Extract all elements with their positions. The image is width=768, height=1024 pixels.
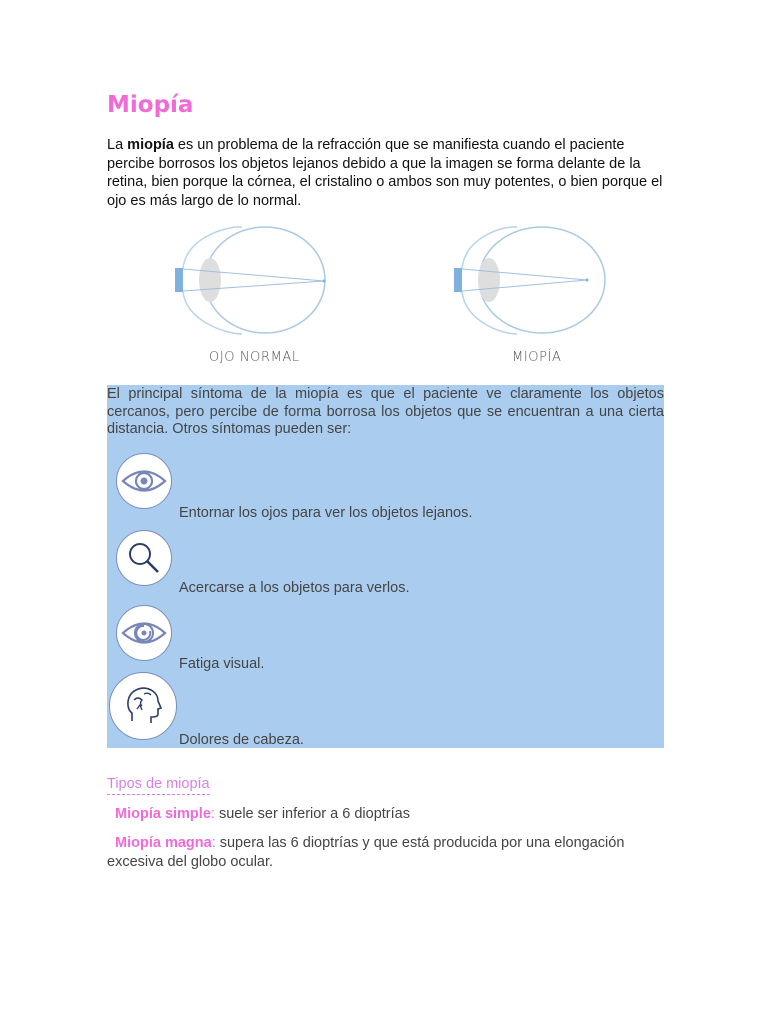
eye-icon: [116, 453, 172, 509]
magnifier-icon: [116, 530, 172, 586]
intro-text-start: La: [107, 137, 128, 153]
type-desc-magna: supera las 6 dioptrías y que está producida por una elongación excesiva del globo ocular.: [107, 835, 625, 870]
type-term-magna: Miopía magna: [115, 835, 212, 851]
symptom-text-headache: Dolores de cabeza.: [179, 732, 304, 748]
normal-eye-label: OJO NORMAL: [209, 350, 300, 365]
myopia-eye-label: MIOPÍA: [512, 350, 562, 365]
intro-text-rest: es un problema de la refracción que se manifiesta cuando el paciente percibe borrosos los objetos lejanos debido a que la imagen se forma delante de la retina, bien porque la córnea, el cristalino o ambos son muy potentes, o bien porque el ojo es más largo de lo normal.: [107, 137, 663, 209]
type-term-simple: Miopía simple: [115, 806, 211, 822]
eye-diagram: [167, 222, 607, 372]
symptoms-box: [107, 385, 664, 748]
type-simple: Miopía simple: suele ser inferior a 6 dioptrías: [115, 806, 410, 822]
symptoms-intro: El principal síntoma de la miopía es que el paciente ve claramente los objetos cercanos, pero percibe de forma borrosa los objetos que se encuentran a una cierta distancia. Otros síntomas pueden ser:: [107, 386, 664, 437]
intro-paragraph: [107, 136, 664, 210]
intro-bold-term: miopía: [127, 137, 174, 153]
symptom-text-fatigue: Fatiga visual.: [179, 656, 265, 672]
myopia-eye-illustration: [454, 227, 605, 334]
normal-eye-illustration: [175, 227, 326, 334]
type-desc-simple: suele ser inferior a 6 dioptrías: [214, 806, 410, 822]
type-magna: Miopía magna: supera las 6 dioptrías y que está producida por una elongación excesiva del globo ocular.: [107, 835, 625, 870]
symptom-text-approach: Acercarse a los objetos para verlos.: [179, 580, 410, 596]
headache-icon: [109, 672, 177, 740]
page-title: Miopía: [107, 92, 194, 118]
symptom-text-squint: Entornar los ojos para ver los objetos lejanos.: [179, 505, 473, 521]
types-heading-link[interactable]: Tipos de miopía: [107, 776, 210, 795]
eye-fatigue-icon: [116, 605, 172, 661]
